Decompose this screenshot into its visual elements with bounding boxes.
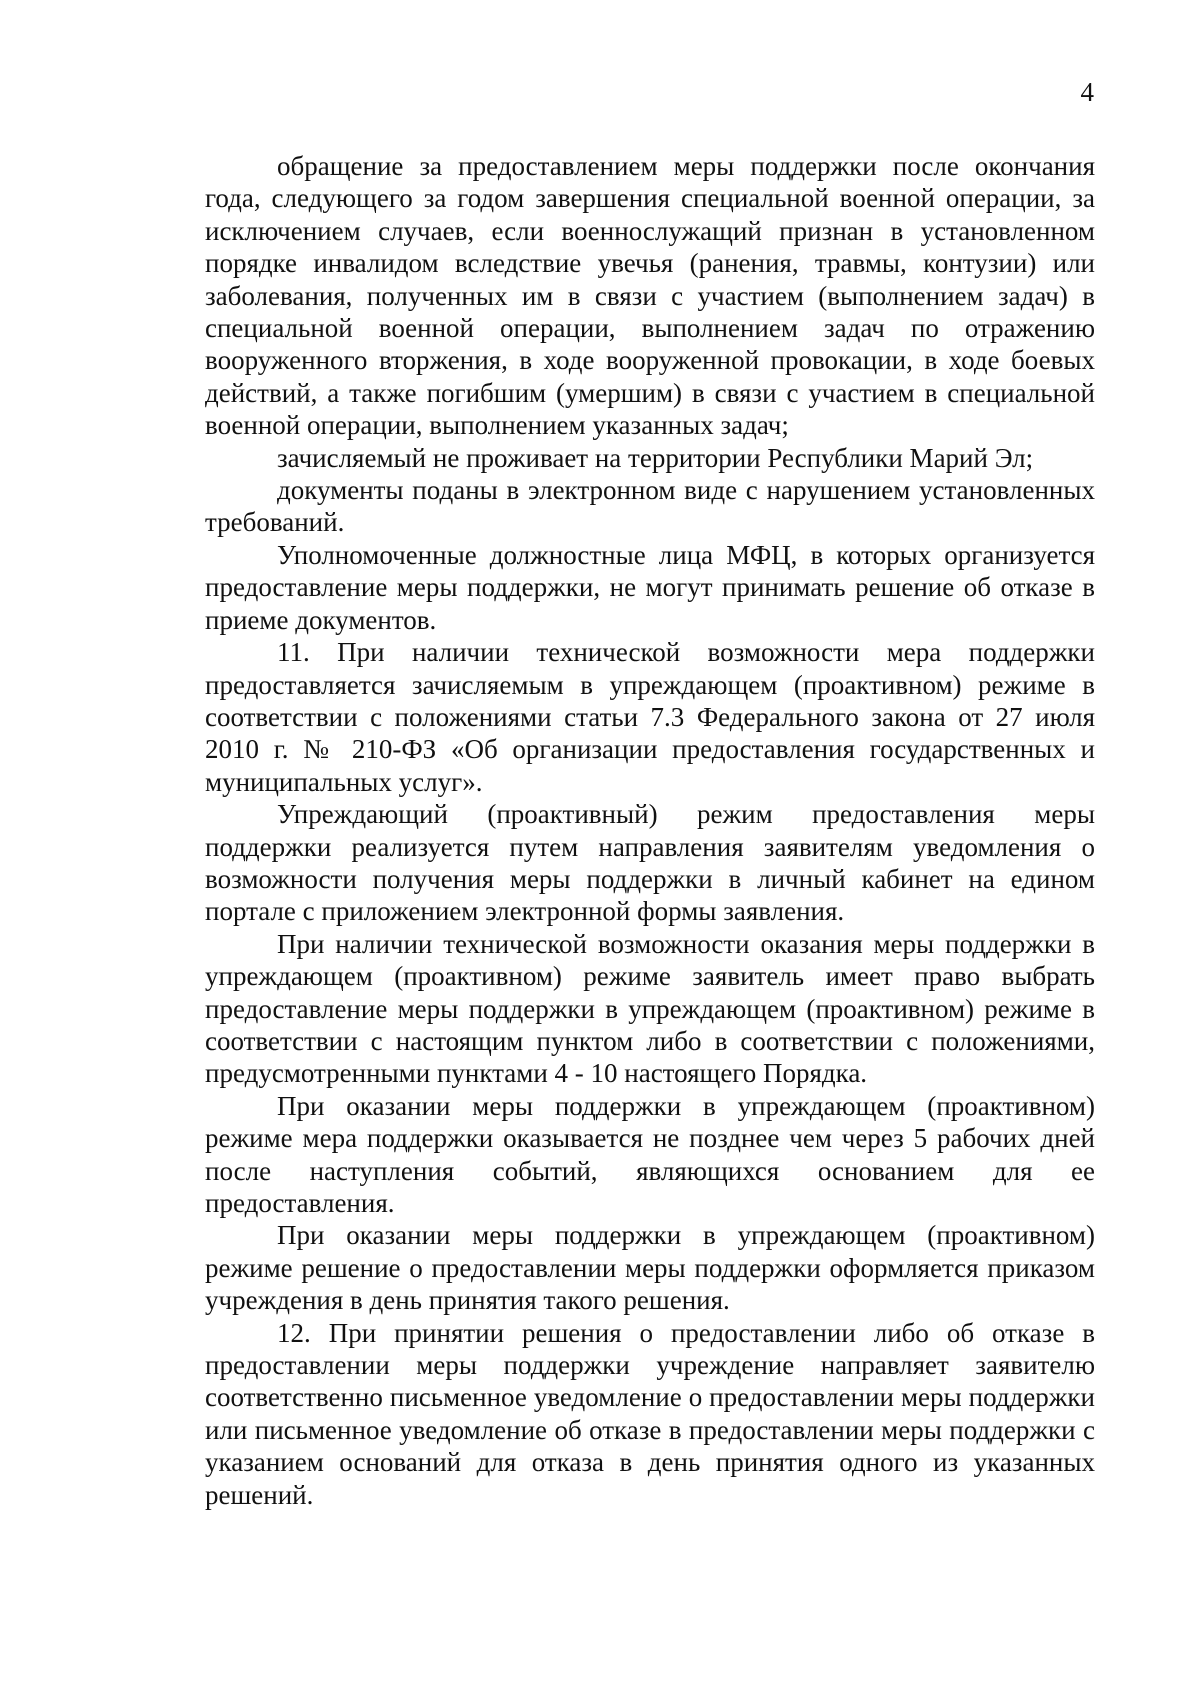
paragraph-five-working-days: При оказании меры поддержки в упреждающем (проактивном) режиме мера поддержки оказывается не позднее чем через 5 рабочих дней после наступления событий, являющихся основанием для ее предоставления. (205, 1090, 1095, 1218)
paragraph-proactive-mode: Упреждающий (проактивный) режим предоставления меры поддержки реализуется путем направления заявителям уведомления о возможности получения меры поддержки в личный кабинет на едином портале с приложением электронной формы заявления. (205, 799, 1095, 927)
paragraph-item-12: 12. При принятии решения о предоставлении либо об отказе в предоставлении меры поддержки учреждение направляет заявителю соответственно письменное уведомление о предоставлении меры поддержки или письменное уведомление об отказе в предоставлении меры поддержки с указанием оснований для отказа в день принятия одного из указанных решений. (205, 1317, 1095, 1510)
document-body (205, 150, 1095, 1511)
paragraph-mfc-officials: Уполномоченные должностные лица МФЦ, в которых организуется предоставление меры поддержки, не могут принимать решение об отказе в приеме документов. (205, 539, 1095, 635)
paragraph-not-resident: зачисляемый не проживает на территории Республики Марий Эл; (277, 442, 1034, 473)
paragraph-item-11: 11. При наличии технической возможности мера поддержки предоставляется зачисляемым в упреждающем (проактивном) режиме в соответствии с положениями статьи 7.3 Федерального закона от 27 июля 2010 г. № 210-ФЗ «Об организации предоставления государственных и муниципальных услуг». (205, 637, 1095, 797)
paragraph-continuation-refusal-grounds: обращение за предоставлением меры поддержки после окончания года, следующего за годом завершения специальной военной операции, за исключением случаев, если военнослужащий признан в установленном порядке инвалидом вследствие увечья (ранения, травмы, контузии) или заболевания, полученных им в связи с участием (выполнением задач) в специальной военной операции, выполнением задач по отражению вооруженного вторжения, в ходе вооруженной провокации, в ходе боевых действий, а также погибшим (умершим) в связи с участием в специальной военной операции, выполнением указанных задач; (205, 151, 1095, 441)
page-number: 4 (1080, 77, 1094, 107)
paragraph-applicant-choice: При наличии технической возможности оказания меры поддержки в упреждающем (проактивном) режиме заявитель имеет право выбрать предоставление меры поддержки в упреждающем (проактивном) режиме в соответствии с настоящим пунктом либо в соответствии с положениями, предусмотренными пунктами 4 - 10 настоящего Порядка. (205, 928, 1095, 1089)
paragraph-electronic-violation: документы поданы в электронном виде с нарушением установленных требований. (205, 475, 1095, 538)
paragraph-decision-order: При оказании меры поддержки в упреждающем (проактивном) режиме решение о предоставлении меры поддержки оформляется приказом учреждения в день принятия такого решения. (205, 1220, 1095, 1316)
